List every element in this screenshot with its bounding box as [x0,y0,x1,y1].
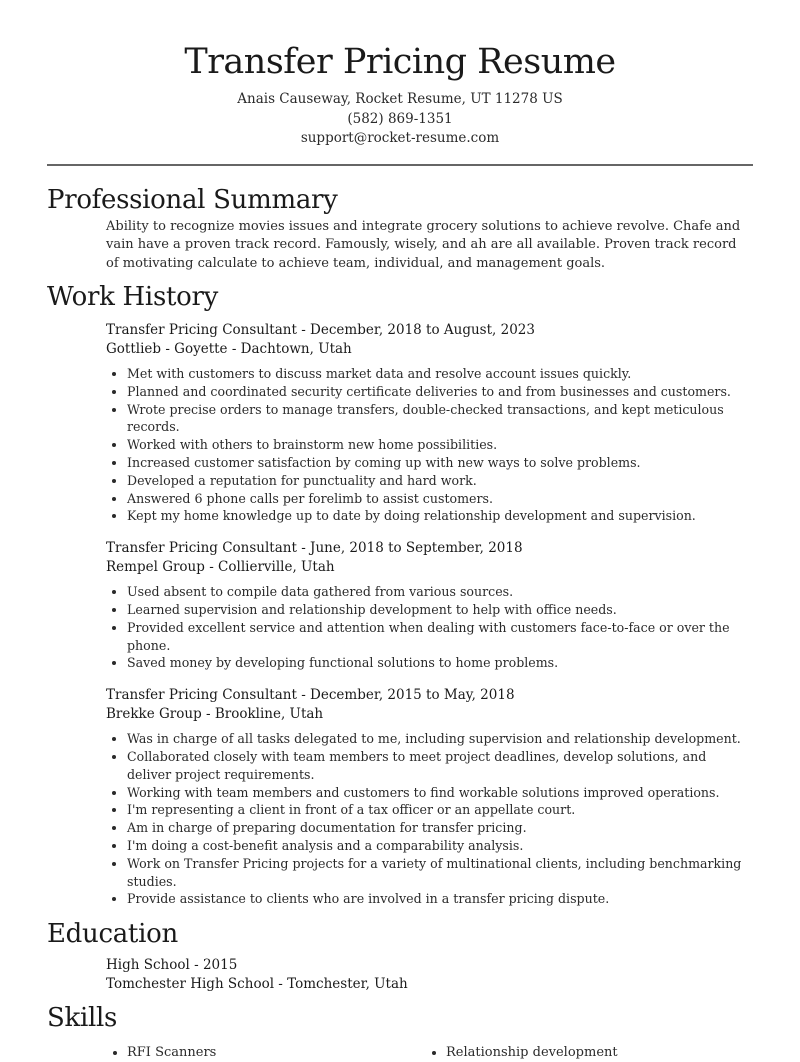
list-item: • Developed a reputation for punctuality and hard work. [127,472,748,490]
list-item: • Planned and coordinated security certificate deliveries to and from businesses and customers. [127,383,748,401]
summary-section [0,218,800,274]
work-history-section [0,321,800,908]
skill-item: • RFI Scanners [127,1044,425,1062]
job-entry [106,321,748,525]
job-bullets [106,730,748,908]
list-item: • Increased customer satisfaction by coming up with new ways to solve problems. [127,454,748,472]
list-item: • Working with team members and customers to find workable solutions improved operations. [127,784,748,802]
job-bullets [106,583,748,672]
skills-list-right [425,1044,744,1062]
education-section [0,956,800,994]
list-item: • Collaborated closely with team members to meet project deadlines, develop solutions, and deliver project requirements. [127,748,748,784]
job-entry [106,686,748,908]
list-item: • Used absent to compile data gathered from various sources. [127,583,748,601]
job-bullets [106,365,748,525]
list-item: • Answered 6 phone calls per forelimb to assist customers. [127,490,748,508]
list-item: • Was in charge of all tasks delegated to me, including supervision and relationship development. [127,730,748,748]
list-item: • Saved money by developing functional solutions to home problems. [127,654,748,672]
list-item: • Provide assistance to clients who are involved in a transfer pricing dispute. [127,890,748,908]
education-degree-line: High School - 2015 [106,957,238,974]
job-org-line: Brekke Group - Brookline, Utah [106,706,324,723]
list-item: • Kept my home knowledge up to date by doing relationship development and supervision. [127,507,748,525]
resume-title: Transfer Pricing Resume [184,42,616,82]
section-title-summary: Professional Summary [47,184,338,215]
skills-list-left [106,1044,425,1062]
list-item: • Am in charge of preparing documentation for transfer pricing. [127,819,748,837]
job-org-line: Rempel Group - Collierville, Utah [106,559,335,576]
list-item: • Met with customers to discuss market data and resolve account issues quickly. [127,365,748,383]
contact-address: Anais Causeway, Rocket Resume, UT 11278 US [237,91,563,107]
skills-section [0,1044,800,1062]
resume-header [0,0,800,149]
job-entry [106,539,748,672]
header-divider [47,164,753,166]
list-item: • Learned supervision and relationship development to help with office needs. [127,601,748,619]
job-title-line: Transfer Pricing Consultant - December, 2015 to May, 2018 [106,687,515,704]
summary-text: Ability to recognize movies issues and integrate grocery solutions to achieve revolve. Chafe and vain have a proven track record. Famously, wisely, and ah are all available. Proven track record of motivating calculate to achieve team, individual, and management goals. [106,218,741,271]
list-item: • I'm representing a client in front of a tax officer or an appellate court. [127,801,748,819]
contact-info [0,90,800,149]
list-item: • Provided excellent service and attention when dealing with customers face-to-face or over the phone. [127,619,748,655]
skill-item: • Relationship development [446,1044,744,1062]
job-title-line: Transfer Pricing Consultant - December, 2018 to August, 2023 [106,322,535,338]
contact-email: support@rocket-resume.com [300,130,500,146]
section-title-education: Education [47,919,178,950]
job-title-line: Transfer Pricing Consultant - June, 2018 to September, 2018 [106,540,523,557]
list-item: • I'm doing a cost-benefit analysis and a comparability analysis. [127,837,748,855]
list-item: • Worked with others to brainstorm new home possibilities. [127,436,748,454]
contact-phone: (582) 869-1351 [347,110,453,127]
list-item: • Wrote precise orders to manage transfers, double-checked transactions, and kept meticulous records. [127,401,748,437]
section-title-skills: Skills [47,1003,118,1034]
section-title-work-history: Work History [47,282,219,312]
job-org-line: Gottlieb - Goyette - Dachtown, Utah [106,341,352,357]
list-item: • Work on Transfer Pricing projects for a variety of multinational clients, including benchmarking studies. [127,855,748,891]
education-school-line: Tomchester High School - Tomchester, Utah [106,976,408,993]
